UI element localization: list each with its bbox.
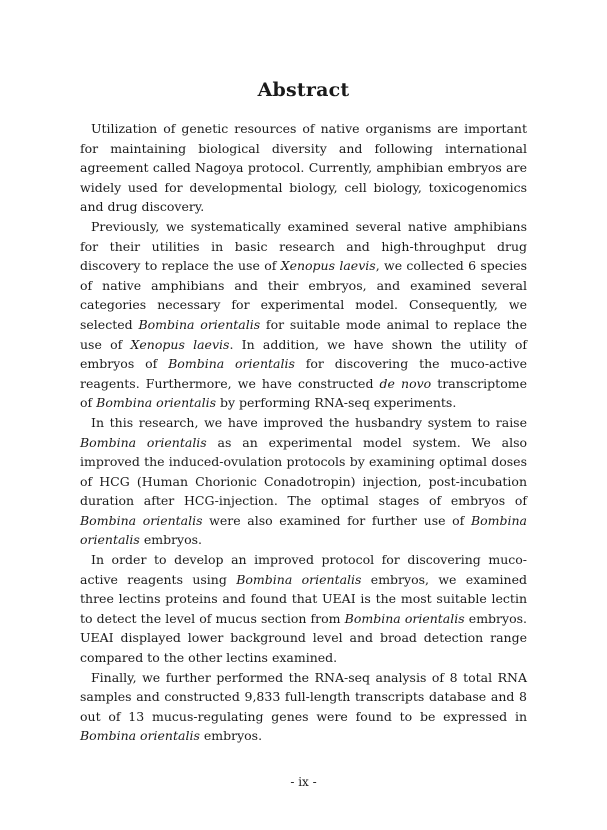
italic-term: Xenopus laevis <box>130 336 230 352</box>
text-run: embryos. <box>199 728 263 744</box>
italic-term: Bombina orientalis <box>168 356 295 372</box>
text-run: Finally, we further performed the RNA-seq analysis of 8 total RNA samples and constructed 9,833 full-length transcripts database and 8 out of 13 mucus-regulating genes were found to be expressed in <box>80 669 527 724</box>
text-run: embryos, we examined three lectins proteins and found that UEAI is the most suitable lectin to detect the level of mucus section from <box>80 571 527 626</box>
italic-term: Bombina orientalis <box>138 316 261 332</box>
text-run: Utilization of genetic resources of native organisms are important for maintaining biological diversity and following international agreement called Nagoya protocol. Currently, amphibian embryos are widely used for developmental biology, cell biology, toxicogenomics and drug discovery. <box>80 121 527 215</box>
abstract-paragraph-3 <box>80 413 527 550</box>
text-run: , we collected 6 species of native amphibians and their embryos, and examined several categories necessary for experimental model. Consequently, we selected <box>80 258 527 332</box>
text-run: embryos. UEAI displayed lower background level and broad detection range compared to the other lectins examined. <box>80 610 528 666</box>
italic-term: Bombina orientalis <box>96 395 217 411</box>
page-number: - ix - <box>290 775 317 789</box>
italic-term: Bombina orientalis <box>236 571 362 587</box>
text-run: In order to develop an improved protocol for discovering muco-active reagents using <box>80 552 527 587</box>
italic-term: Bombina orientalis <box>80 434 207 450</box>
text-run: transcriptome of <box>80 375 527 411</box>
text-run: In this research, we have improved the husbandry system to raise <box>91 414 527 430</box>
text-run: as an experimental model system. We also improved the induced-ovulation protocols by examining optimal doses of HCG (Human Chorionic Conadotropin) injection, post-incubation duration after HCG-injection. The optimal stages of embryos of <box>80 434 528 509</box>
text-run: embryos. <box>139 532 203 548</box>
abstract-paragraph-5 <box>80 668 527 746</box>
italic-term: Xenopus laevis <box>280 258 376 274</box>
italic-term: de novo <box>379 375 432 391</box>
italic-term: Bombina orientalis <box>80 728 200 744</box>
italic-term: Bombina orientalis <box>344 610 465 626</box>
italic-term: Bombina orientalis <box>80 512 203 528</box>
abstract-body <box>80 119 527 746</box>
text-run: were also examined for further use of <box>202 512 471 528</box>
text-run: by performing RNA-seq experiments. <box>216 395 457 411</box>
page-title: Abstract <box>257 78 350 101</box>
italic-term: Bombina orientalis <box>80 512 528 548</box>
text-run: for suitable mode animal to replace the use of <box>80 316 528 352</box>
text-run: Previously, we systematically examined several native amphibians for their utilities in basic research and high-throughput drug discovery to replace the use of <box>80 218 527 274</box>
text-run: for discovering the muco-active reagents. Furthermore, we have constructed <box>80 356 527 391</box>
abstract-paragraph-2 <box>80 217 527 413</box>
abstract-paragraph-4 <box>80 550 527 668</box>
text-run: . In addition, we have shown the utility of embryos of <box>80 336 527 372</box>
abstract-paragraph-1 <box>80 119 527 217</box>
